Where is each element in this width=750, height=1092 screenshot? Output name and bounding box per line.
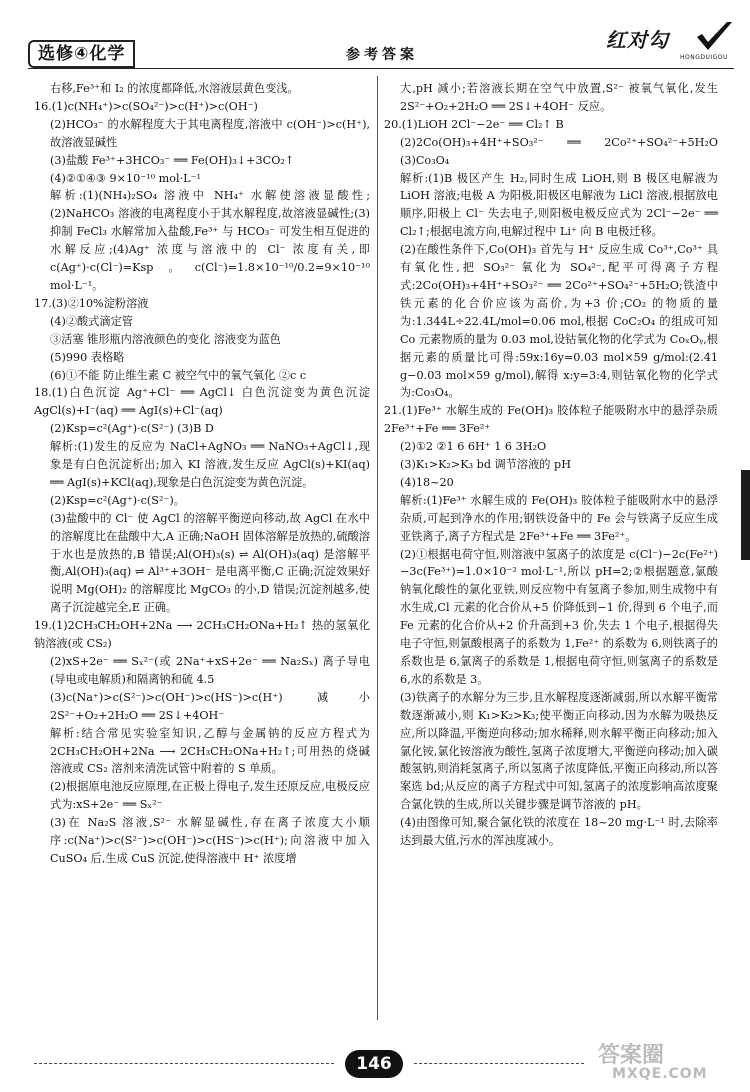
- explanation-paragraph: (3)铁离子的水解分为三步,且水解程度逐渐减弱,所以水解平衡常数逐渐减小,则 K₁>K₂>K₃;使平衡正向移动,因为水解为吸热反应,所以降温,平衡逆向移动;加水稀释,则水解平衡正向移动;加入氯化铵,氯化铵溶液为酸性,氢离子浓度增大,平衡逆向移动;加入碳酸氢钠,则消耗氢离子,所以氢离子浓度降低,平衡正向移动,所以答案选 bd;从反应的离子方程式中可知,氢离子的浓度影响高浓度聚合氯化铁的生成,所以关键步骤是调节溶液的 pH。: [400, 690, 718, 812]
- answer-line: 21.(1)Fe³⁺ 水解生成的 Fe(OH)₃ 胶体粒子能吸附水中的悬浮杂质 2Fe³⁺+Fe ══ 3Fe²⁺: [384, 404, 718, 436]
- watermark-url: MXQE.COM: [612, 1066, 708, 1082]
- footer-divider-right: [414, 1063, 584, 1064]
- answer-column-left: [34, 80, 370, 868]
- answer-line: (4)②酸式滴定管: [50, 314, 133, 328]
- page-header: [28, 28, 734, 69]
- checkmark-icon: [694, 20, 734, 54]
- watermark-logo: 答案圈: [598, 1043, 665, 1068]
- explanation-paragraph: 解析:(1)Fe³⁺ 水解生成的 Fe(OH)₃ 胶体粒子能吸附水中的悬浮杂质,可起到净水的作用;钢铁设备中的 Fe 会与铁离子反应生成亚铁离子,离子方程式是 2Fe³⁺+Fe ══ 3Fe²⁺。: [400, 493, 718, 543]
- answer-line: (2)2Co(OH)₃+4H⁺+SO₃²⁻ ══ 2Co²⁺+SO₄²⁻+5H₂O (3)Co₃O₄: [400, 135, 718, 167]
- explanation-paragraph: (2)在酸性条件下,Co(OH)₃ 首先与 H⁺ 反应生成 Co³⁺,Co³⁺ 具有氧化性,把 SO₃²⁻ 氧化为 SO₄²⁻,配平可得离子方程式:2Co(OH)₃+4H⁺+SO₃²⁻ ══ 2Co²⁺+SO₄²⁻+5H₂O;铁渣中铁元素的化合价应该为高价,为+3 价;CO₂ 的物质的量为:1.344L÷22.4L/mol=0.06 mol,根据 CoC₂O₄ 的组成可知 Co 元素物质的量为 0.03 mol,设钴氧化物的化学式为 CoₓOᵧ,根据元素的质量比可得:59x:16y=0.03 mol×59 g/mol:(2.41 g−0.03 mol×59 g/mol),解得 x:y=3:4,则钴氧化物的化学式为:Co₃O₄。: [400, 243, 718, 400]
- explanation-paragraph: (2)根据原电池反应原理,在正极上得电子,发生还原反应,电极反应式为:xS+2e⁻ ══ Sₓ²⁻: [50, 780, 370, 812]
- explanation-paragraph: 解析:(1)发生的反应为 NaCl+AgNO₃ ══ NaNO₃+AgCl↓,现象是有白色沉淀析出;加入 KI 溶液,发生反应 AgCl(s)+KI(aq) ══ AgI(s)+KCl(aq),现象是白色沉淀变为黄色沉淀。: [50, 440, 370, 489]
- answer-line: 右移,Fe³⁺和 I₂ 的浓度都降低,水溶液层黄色变浅。: [50, 82, 299, 95]
- answer-column-right: [384, 80, 718, 850]
- explanation-paragraph: 解析:(1)B 极区产生 H₂,同时生成 LiOH,则 B 极区电解液为 LiOH 溶液;电极 A 为阳极,阳极区电解液为 LiCl 溶液,根据放电顺序,阳极上 Cl⁻ 失去电子,则阳极电极反应式为 2Cl⁻−2e⁻ ══ Cl₂↑;根据电流方向,电解过程中 Li⁺ 向 B 电极迁移。: [400, 171, 718, 239]
- section-title: 参考答案: [346, 47, 418, 63]
- column-divider: [377, 76, 378, 1020]
- answer-line: (4)18~20: [400, 475, 454, 489]
- answer-line: 18.(1)白色沉淀 Ag⁺+Cl⁻ ══ AgCl↓ 白色沉淀变为黄色沉淀 AgCl(s)+I⁻(aq) ══ AgI(s)+Cl⁻(aq): [34, 386, 370, 418]
- answer-line: (2)①2 ②1 6 6H⁺ 1 6 3H₂O: [400, 440, 547, 454]
- brand-name: 红对勾: [606, 28, 669, 52]
- answer-line: 19.(1)2CH₃CH₂OH+2Na ⟶ 2CH₃CH₂ONa+H₂↑ 热的氢氧化钠溶液(或 CS₂): [34, 619, 370, 651]
- explanation-paragraph: 大,pH 减小;若溶液长期在空气中放置,S²⁻ 被氧气氧化,发生 2S²⁻+O₂+2H₂O ══ 2S↓+4OH⁻ 反应。: [400, 82, 718, 113]
- answer-line: (3)K₁>K₂>K₃ bd 调节溶液的 pH: [400, 458, 571, 472]
- brand-logo: [606, 20, 734, 68]
- page-number: 146: [345, 1050, 403, 1078]
- page-edge-tab: [741, 470, 750, 560]
- footer-divider-left: [34, 1063, 334, 1064]
- answer-line: (4)②①④③ 9×10⁻¹⁰ mol·L⁻¹: [50, 171, 201, 185]
- answer-line: 20.(1)LiOH 2Cl⁻−2e⁻ ══ Cl₂↑ B: [384, 117, 564, 131]
- brand-subtitle: HONGDUIGOU: [680, 54, 728, 61]
- explanation-paragraph: (4)由图像可知,聚合氯化铁的浓度在 18~20 mg·L⁻¹ 时,去除率达到最大值,污水的浑浊度减小。: [400, 816, 718, 848]
- explanation-paragraph: 解析:结合常见实验室知识,乙醇与金属钠的反应方程式为 2CH₃CH₂OH+2Na ⟶ 2CH₃CH₂ONa+H₂↑;可用热的烧碱溶液或 CS₂ 溶剂来清洗试管中附着的 S 单质。: [50, 726, 370, 776]
- answer-line: 17.(3)②10%淀粉溶液: [34, 296, 149, 310]
- answer-line: 16.(1)c(NH₄⁺)>c(SO₄²⁻)>c(H⁺)>c(OH⁻): [34, 99, 258, 113]
- answer-line: (2)Ksp=c²(Ag⁺)·c(S²⁻)。: [50, 493, 185, 507]
- subject-title: 选修④化学: [28, 40, 135, 68]
- answer-line: (2)xS+2e⁻ ══ Sₓ²⁻(或 2Na⁺+xS+2e⁻ ══ Na₂Sₓ) 离子导电(导电或电解质)和隔离钠和硫 4.5: [50, 655, 370, 686]
- explanation-paragraph: (2)①根据电荷守恒,则溶液中氢离子的浓度是 c(Cl⁻)−2c(Fe²⁺)−3c(Fe³⁺)=1.0×10⁻² mol·L⁻¹,所以 pH=2;②根据题意,氯酸钠氧化酸性的氯化亚铁,则反应物中有氢离子参加,则生成物中有水生成,Cl 元素的化合价从+5 价降低到−1 价,得到 6 个电子,而 Fe 元素的化合价从+2 价升高到+3 价,失去 1 个电子,根据得失电子守恒,则氯酸根离子的系数为 1,Fe²⁺ 的系数为 6,则铁离子的系数也是 6,氯离子的系数是 1,根据电荷守恒,则氢离子的系数是 6,水的系数是 3。: [400, 547, 718, 686]
- answer-line: (6)①不能 防止维生素 C 被空气中的氧气氧化 ②c c: [50, 368, 307, 382]
- explanation-paragraph: (3)在 Na₂S 溶液,S²⁻ 水解显碱性,存在离子浓度大小顺序:c(Na⁺)>c(S²⁻)>c(OH⁻)>c(HS⁻)>c(H⁺);向溶液中加入 CuSO₄ 后,生成 CuS 沉淀,使得溶液中 H⁺ 浓度增: [50, 816, 370, 865]
- explanation-paragraph: (3)盐酸中的 Cl⁻ 使 AgCl 的溶解平衡逆向移动,故 AgCl 在水中的溶解度比在盐酸中大,A 正确;NaOH 固体溶解是放热的,硫酸溶于水也是放热的,B 错误;Al(OH)₃(s) ⇌ Al(OH)₃(aq) 是溶解平衡,Al(OH)₃(aq) ⇌ Al³⁺+3OH⁻ 是电离平衡,C 正确;沉淀效果好说明 Mg(OH)₂ 的溶解度比 MgCO₃ 的小,D 错误;沉淀剂越多,使离子沉淀越完全,E 正确。: [50, 511, 370, 615]
- answer-line: (5)990 表格略: [50, 350, 125, 364]
- explanation-paragraph: 解析:(1)(NH₄)₂SO₄ 溶液中 NH₄⁺ 水解使溶液显酸性;(2)NaHCO₃ 溶液的电离程度小于其水解程度,故溶液显碱性;(3)抑制 FeCl₃ 水解常加入盐酸,Fe³⁺ 与 HCO₃⁻ 可发生相互促进的水解反应;(4)Ag⁺ 浓度与溶液中的 Cl⁻ 浓度有关,即 c(Ag⁺)·c(Cl⁻)=Ksp。c(Cl⁻)=1.8×10⁻¹⁰/0.2=9×10⁻¹⁰ mol·L⁻¹。: [50, 189, 370, 292]
- answer-line: ③活塞 锥形瓶内溶液颜色的变化 溶液变为蓝色: [50, 332, 281, 346]
- answer-line: (2)HCO₃⁻ 的水解程度大于其电离程度,溶液中 c(OH⁻)>c(H⁺),故溶液显碱性: [50, 117, 370, 149]
- answer-line: (3)c(Na⁺)>c(S²⁻)>c(OH⁻)>c(HS⁻)>c(H⁺) 减小 2S²⁻+O₂+2H₂O ══ 2S↓+4OH⁻: [50, 690, 370, 722]
- answer-line: (3)盐酸 Fe³⁺+3HCO₃⁻ ══ Fe(OH)₃↓+3CO₂↑: [50, 153, 295, 167]
- answer-line: (2)Ksp=c²(Ag⁺)·c(S²⁻) (3)B D: [50, 422, 214, 436]
